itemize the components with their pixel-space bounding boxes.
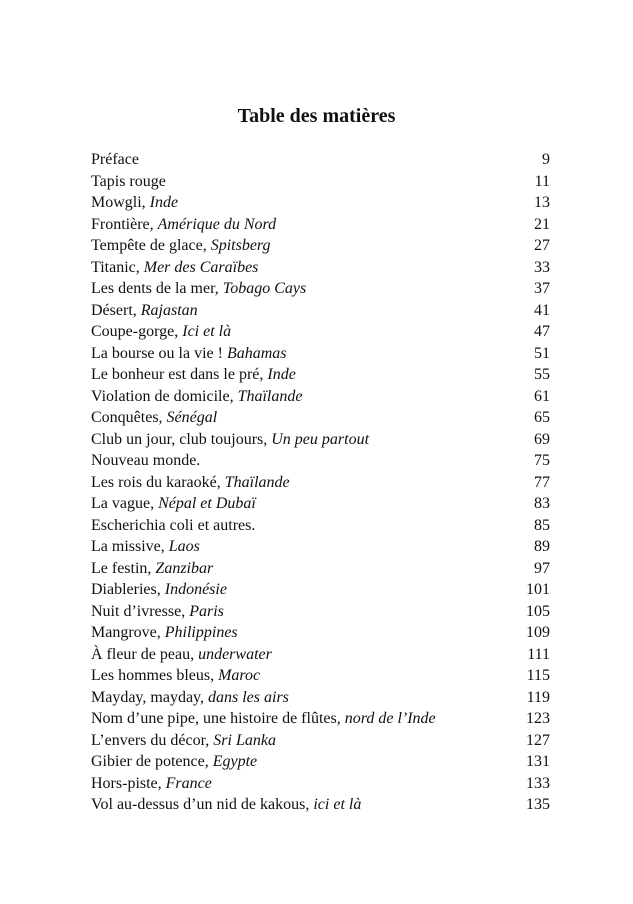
toc-entry-text <box>91 364 296 386</box>
toc-entry <box>91 579 550 601</box>
toc-entry <box>91 536 550 558</box>
toc-entry-place: France <box>165 774 212 792</box>
toc-entry <box>91 730 550 752</box>
toc-entry-text <box>91 300 198 322</box>
toc-entry-page-number: 97 <box>534 559 550 577</box>
toc-entry-title: Gibier de potence, <box>91 753 213 770</box>
toc-entry-title: L’envers du décor, <box>91 731 214 749</box>
toc-entry-title: Les dents de la mer, <box>91 280 223 297</box>
toc-entry-page-number: 75 <box>534 452 550 469</box>
toc-entry <box>91 192 550 214</box>
toc-entry-title: Titanic, <box>91 258 144 276</box>
toc-entry-text <box>91 601 224 623</box>
toc-entry-place: Philippines <box>164 624 238 641</box>
toc-entry-place: nord de l’Inde <box>344 710 436 727</box>
toc-entry-text <box>91 665 260 687</box>
toc-entry-text <box>91 794 361 816</box>
toc-entry-text <box>91 192 178 214</box>
toc-entry-title: La bourse ou la vie ! <box>91 344 227 362</box>
toc-entry <box>91 429 550 451</box>
toc-entry-place: Sri Lanka <box>213 731 276 749</box>
toc-entry <box>91 622 550 644</box>
toc-entry <box>91 278 550 300</box>
toc-entry-title: Escherichia coli et autres. <box>91 516 256 534</box>
toc-entry-place: Ici et là <box>182 323 232 340</box>
toc-entry-text <box>91 515 255 537</box>
toc-entry-place: Rajastan <box>140 301 198 319</box>
toc-entry <box>91 321 550 343</box>
toc-entry-title: Nom d’une pipe, une histoire de flûtes, <box>91 710 345 727</box>
toc-entry-page-number: 27 <box>534 237 550 254</box>
toc-entry-place: Tobago Cays <box>222 280 307 297</box>
toc-entry-text <box>91 536 200 558</box>
toc-entry-page-number: 55 <box>534 366 550 383</box>
toc-entry-page-number: 135 <box>526 796 550 813</box>
toc-entry-page-number: 13 <box>534 194 550 211</box>
toc-entry-place: Paris <box>189 602 224 620</box>
toc-entry-text <box>91 472 290 494</box>
toc-entry <box>91 665 550 687</box>
toc-entry <box>91 257 550 279</box>
toc-entry-place: Laos <box>168 538 200 555</box>
toc-entry-text <box>91 493 256 515</box>
toc-entry-text <box>91 429 369 451</box>
toc-entry-text <box>91 235 271 257</box>
toc-entry-page-number: 111 <box>527 645 550 663</box>
toc-entry-page-number: 123 <box>526 710 550 727</box>
toc-entry-text <box>91 214 276 236</box>
toc-entry-text <box>91 687 289 709</box>
toc-entry-page-number: 61 <box>534 387 550 405</box>
toc-entry-place: Maroc <box>218 667 261 684</box>
toc-entry-text <box>91 622 238 644</box>
toc-entry-title: Frontière, <box>91 215 158 233</box>
toc-entry-place: underwater <box>198 645 272 663</box>
toc-entry-text <box>91 558 213 580</box>
toc-entry-place: Sénégal <box>166 409 218 426</box>
toc-entry-page-number: 115 <box>526 667 550 684</box>
toc-entry <box>91 794 550 816</box>
toc-entry-page-number: 69 <box>534 430 550 448</box>
toc-entry-page-number: 47 <box>534 323 550 340</box>
toc-entry-place: Indonésie <box>164 581 227 598</box>
toc-entry-place: Un peu partout <box>271 430 370 448</box>
toc-entry-page-number: 37 <box>534 280 550 297</box>
toc-entry-place: Népal et Dubaï <box>158 495 256 512</box>
toc-entry-text <box>91 644 272 666</box>
toc-entry-title: Coupe-gorge, <box>91 323 183 340</box>
toc-entry-page-number: 11 <box>534 172 550 190</box>
toc-entry <box>91 149 550 171</box>
toc-entry-title: Nuit d’ivresse, <box>91 602 190 620</box>
toc-entry-title: Nouveau monde. <box>91 452 201 469</box>
toc-entry-page-number: 85 <box>534 516 550 534</box>
toc-entry <box>91 708 550 730</box>
toc-entry <box>91 644 550 666</box>
toc-entry-title: Hors-piste, <box>91 774 166 792</box>
toc-entry-text <box>91 450 200 472</box>
toc-entry-page-number: 101 <box>526 581 550 598</box>
toc-entry-text <box>91 257 258 279</box>
toc-entry-text <box>91 730 276 752</box>
toc-entry-page-number: 21 <box>534 215 550 233</box>
toc-entry-page-number: 51 <box>534 344 550 362</box>
toc-entry-place: Amérique du Nord <box>157 215 277 233</box>
toc-entry-page-number: 133 <box>526 774 550 792</box>
toc-entry-title: La vague, <box>91 495 159 512</box>
toc-entry-page-number: 77 <box>534 473 550 491</box>
toc-entry-page-number: 83 <box>534 495 550 512</box>
toc-entry-text <box>91 278 306 300</box>
toc-entry <box>91 214 550 236</box>
toc-entry <box>91 493 550 515</box>
toc-entry <box>91 472 550 494</box>
toc-entry <box>91 515 550 537</box>
toc-entry-text <box>91 708 436 730</box>
toc-entry-place: Inde <box>267 366 296 383</box>
toc-entry-place: Thaïlande <box>237 387 303 405</box>
toc-entry-place: Inde <box>149 194 179 211</box>
toc-entry-title: Violation de domicile, <box>91 387 238 405</box>
toc-entry-text <box>91 751 257 773</box>
toc-entry-place: dans les airs <box>208 688 289 706</box>
toc-entry <box>91 751 550 773</box>
toc-entry <box>91 773 550 795</box>
toc-entry-page-number: 131 <box>526 753 550 770</box>
toc-entry <box>91 687 550 709</box>
toc-entry-place: ici et là <box>313 796 362 813</box>
page-title: Table des matières <box>237 105 396 127</box>
toc-entry-title: Les hommes bleus, <box>91 667 219 684</box>
toc-entry-text <box>91 149 139 171</box>
toc-entry-place: Egypte <box>212 753 258 770</box>
toc-entry-title: Mangrove, <box>91 624 165 641</box>
toc-entry-text <box>91 171 166 193</box>
toc-entry-place: Bahamas <box>226 344 287 362</box>
toc-entry-text <box>91 579 227 601</box>
toc-entry-title: Préface <box>91 151 139 168</box>
toc-entry-title: Les rois du karaoké, <box>91 473 225 491</box>
toc-entry-page-number: 33 <box>534 258 550 276</box>
toc-entry <box>91 300 550 322</box>
toc-entry <box>91 171 550 193</box>
toc-entry <box>91 235 550 257</box>
toc-entry <box>91 386 550 408</box>
toc-entry-title: Club un jour, club toujours, <box>91 430 272 448</box>
toc-entry-text <box>91 343 287 365</box>
toc-entry-page-number: 9 <box>542 151 550 168</box>
toc-entry-place: Thaïlande <box>224 473 290 491</box>
toc-entry-title: Le bonheur est dans le pré, <box>91 366 268 383</box>
toc-entry-text <box>91 773 212 795</box>
toc-entry-title: Tempête de glace, <box>91 237 211 254</box>
toc-entry-place: Spitsberg <box>210 237 271 254</box>
toc-entry <box>91 558 550 580</box>
toc-entry <box>91 343 550 365</box>
toc-entry-title: À fleur de peau, <box>91 645 199 663</box>
toc-entry-page-number: 105 <box>526 602 550 620</box>
toc-entry-text <box>91 407 217 429</box>
toc-entry-title: Conquêtes, <box>91 409 167 426</box>
toc-entry-title: Désert, <box>91 301 141 319</box>
toc-entry-title: Le festin, <box>91 559 156 577</box>
toc-entry-title: Vol au-dessus d’un nid de kakous, <box>91 796 314 813</box>
toc-entry-page-number: 127 <box>526 731 550 749</box>
toc-entry-title: La missive, <box>91 538 169 555</box>
toc-entry-text <box>91 386 302 408</box>
toc-entry <box>91 364 550 386</box>
toc-entry-place: Zanzibar <box>155 559 214 577</box>
toc-entry-page-number: 41 <box>534 301 550 319</box>
toc-entry-title: Tapis rouge <box>91 172 166 190</box>
toc-entry-page-number: 89 <box>534 538 550 555</box>
toc-entry <box>91 601 550 623</box>
toc-entry-page-number: 65 <box>534 409 550 426</box>
toc-entry-title: Mowgli, <box>91 194 150 211</box>
toc-entry <box>91 407 550 429</box>
toc-entry-page-number: 119 <box>526 688 550 706</box>
toc-entry-place: Mer des Caraïbes <box>143 258 259 276</box>
toc-entry-title: Mayday, mayday, <box>91 688 208 706</box>
toc-entry <box>91 450 550 472</box>
toc-entry-page-number: 109 <box>526 624 550 641</box>
table-of-contents <box>91 149 550 816</box>
toc-entry-title: Diableries, <box>91 581 165 598</box>
toc-entry-text <box>91 321 231 343</box>
